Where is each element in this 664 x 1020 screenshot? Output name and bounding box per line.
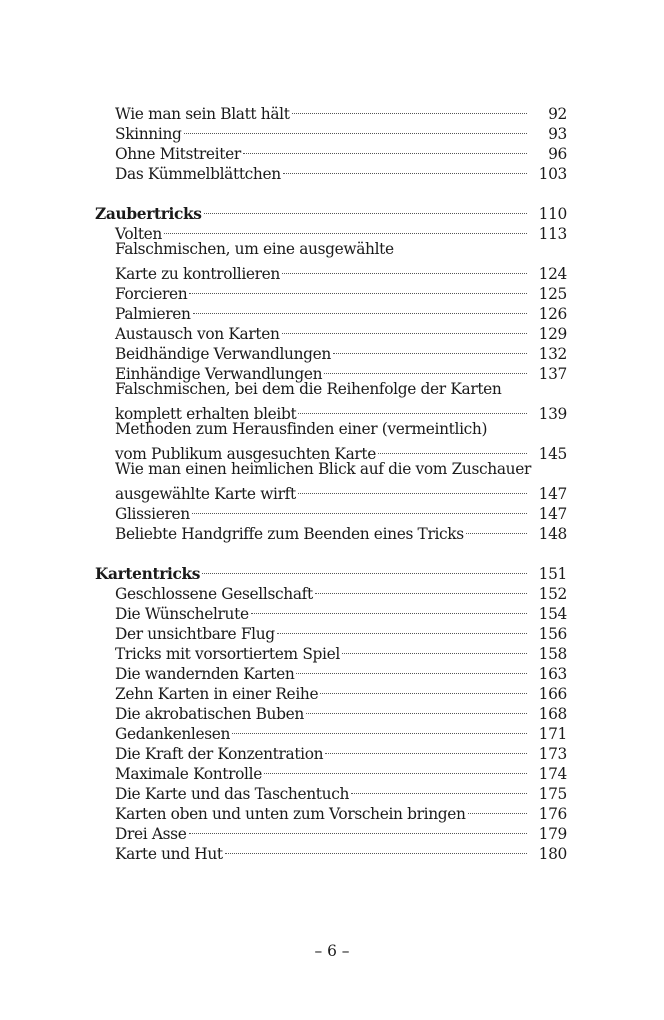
toc-page-number: 93 xyxy=(548,125,567,143)
toc-entry-title: Zehn Karten in einer Reihe xyxy=(115,685,319,703)
dot-leader xyxy=(325,739,527,759)
dot-leader xyxy=(164,219,527,239)
toc-entry-title: Palmieren xyxy=(115,305,191,323)
page-number: – 6 – xyxy=(314,942,350,960)
dot-leader xyxy=(202,559,527,579)
toc-heading-title: Zaubertricks xyxy=(95,205,202,223)
dot-leader xyxy=(298,399,527,419)
dot-leader xyxy=(324,359,527,379)
dot-leader xyxy=(243,139,527,159)
toc-entry-title: Geschlossene Gesellschaft xyxy=(115,585,313,603)
toc-page-number: 132 xyxy=(538,345,567,363)
table-of-contents xyxy=(95,99,567,863)
toc-page-number: 152 xyxy=(538,585,567,603)
dot-leader xyxy=(189,819,528,839)
toc-page-number: 137 xyxy=(538,365,567,383)
toc-page-number: 171 xyxy=(538,725,567,743)
toc-entry-title: Forcieren xyxy=(115,285,188,303)
toc-page-number: 139 xyxy=(538,405,567,423)
toc-entry-line[interactable] xyxy=(95,239,567,259)
dot-leader xyxy=(351,779,527,799)
toc-page-number: 151 xyxy=(538,565,567,583)
toc-entry-title: Skinning xyxy=(115,125,182,143)
dot-leader xyxy=(277,619,527,639)
toc-entry-title: Die akrobatischen Buben xyxy=(115,705,304,723)
toc-entry-title: Ohne Mitstreiter xyxy=(115,145,241,163)
dot-leader xyxy=(378,439,527,459)
toc-entry[interactable] xyxy=(95,399,567,423)
toc-entry-title: Karte und Hut xyxy=(115,845,223,863)
toc-entry-title: Beliebte Handgriffe zum Beenden eines Tricks xyxy=(115,525,464,543)
toc-entry-line[interactable] xyxy=(95,459,567,479)
toc-entry-title: Karte zu kontrollieren xyxy=(115,265,280,283)
toc-page-number: 96 xyxy=(548,145,567,163)
dot-leader xyxy=(333,339,527,359)
dot-leader xyxy=(225,839,527,859)
toc-entry-title: Die wandernden Karten xyxy=(115,665,295,683)
toc-page-number: 147 xyxy=(538,505,567,523)
toc-entry-title: Maximale Kontrolle xyxy=(115,765,262,783)
toc-page-number: 145 xyxy=(538,445,567,463)
dot-leader xyxy=(192,499,527,519)
toc-entry-title: ausgewählte Karte wirft xyxy=(115,485,296,503)
toc-entry-title: Die Kraft der Konzentration xyxy=(115,745,324,763)
toc-entry-title: Falschmischen, bei dem die Reihenfolge der Karten xyxy=(115,380,502,398)
toc-page-number: 175 xyxy=(538,785,567,803)
toc-section xyxy=(95,99,567,183)
dot-leader xyxy=(251,599,527,619)
dot-leader xyxy=(193,299,527,319)
dot-leader xyxy=(282,259,527,279)
dot-leader xyxy=(296,659,527,679)
dot-leader xyxy=(306,699,527,719)
toc-page-number: 129 xyxy=(538,325,567,343)
toc-entry-title: Gedankenlesen xyxy=(115,725,231,743)
dot-leader xyxy=(320,679,527,699)
dot-leader xyxy=(232,719,527,739)
toc-entry[interactable] xyxy=(95,439,567,463)
toc-page-number: 124 xyxy=(538,265,567,283)
toc-entry[interactable] xyxy=(95,259,567,283)
toc-entry-title: Der unsichtbare Flug xyxy=(115,625,275,643)
toc-entry-title: Die Karte und das Taschentuch xyxy=(115,785,350,803)
toc-entry[interactable] xyxy=(95,99,567,123)
toc-page-number: 154 xyxy=(538,605,567,623)
dot-leader xyxy=(282,319,527,339)
toc-page-number: 158 xyxy=(538,645,567,663)
toc-section-heading[interactable] xyxy=(95,199,567,223)
toc-section-heading[interactable] xyxy=(95,559,567,583)
toc-entry-title: Falschmischen, um eine ausgewählte xyxy=(115,240,394,258)
toc-entry-title: Die Wünschelrute xyxy=(115,605,249,623)
toc-page-number: 179 xyxy=(538,825,567,843)
toc-entry-title: Volten xyxy=(115,225,162,243)
dot-leader xyxy=(298,479,527,499)
toc-page-number: 168 xyxy=(538,705,567,723)
dot-leader xyxy=(264,759,527,779)
dot-leader xyxy=(189,279,527,299)
toc-page-number: 113 xyxy=(538,225,567,243)
toc-page-number: 156 xyxy=(538,625,567,643)
toc-entry-title: komplett erhalten bleibt xyxy=(115,405,297,423)
toc-page-number: 92 xyxy=(548,105,567,123)
toc-entry-title: Einhändige Verwandlungen xyxy=(115,365,323,383)
toc-page-number: 148 xyxy=(538,525,567,543)
toc-entry-title: Karten oben und unten zum Vorschein bringen xyxy=(115,805,466,823)
toc-entry-title: Wie man einen heimlichen Blick auf die vom Zuschauer xyxy=(115,460,532,478)
toc-entry-title: Wie man sein Blatt hält xyxy=(115,105,290,123)
toc-page-number: 125 xyxy=(538,285,567,303)
toc-entry-title: Drei Asse xyxy=(115,825,187,843)
toc-entry-title: Tricks mit vorsortiertem Spiel xyxy=(115,645,340,663)
toc-entry[interactable] xyxy=(95,219,567,243)
toc-entry-title: Austausch von Karten xyxy=(115,325,280,343)
dot-leader xyxy=(466,519,527,539)
toc-page-number: 174 xyxy=(538,765,567,783)
toc-section xyxy=(95,559,567,863)
dot-leader xyxy=(283,159,527,179)
dot-leader xyxy=(468,799,527,819)
toc-page-number: 147 xyxy=(538,485,567,503)
toc-entry-line[interactable] xyxy=(95,379,567,399)
dot-leader xyxy=(292,99,527,119)
toc-heading-title: Kartentricks xyxy=(95,565,201,583)
toc-entry-title: vom Publikum ausgesuchten Karte xyxy=(115,445,376,463)
toc-page-number: 163 xyxy=(538,665,567,683)
dot-leader xyxy=(342,639,527,659)
toc-entry-title: Methoden zum Herausfinden einer (vermeintlich) xyxy=(115,420,488,438)
toc-page-number: 180 xyxy=(538,845,567,863)
toc-page-number: 126 xyxy=(538,305,567,323)
toc-page-number: 173 xyxy=(538,745,567,763)
toc-entry[interactable] xyxy=(95,479,567,503)
toc-page-number: 110 xyxy=(538,205,567,223)
toc-section xyxy=(95,199,567,543)
toc-page-number: 166 xyxy=(538,685,567,703)
toc-page-number: 103 xyxy=(538,165,567,183)
toc-entry-line[interactable] xyxy=(95,419,567,439)
toc-page-number: 176 xyxy=(538,805,567,823)
toc-entry-title: Beidhändige Verwandlungen xyxy=(115,345,331,363)
toc-entry-title: Glissieren xyxy=(115,505,190,523)
dot-leader xyxy=(204,199,527,219)
toc-entry-title: Das Kümmelblättchen xyxy=(115,165,281,183)
dot-leader xyxy=(315,579,527,599)
dot-leader xyxy=(184,119,527,139)
